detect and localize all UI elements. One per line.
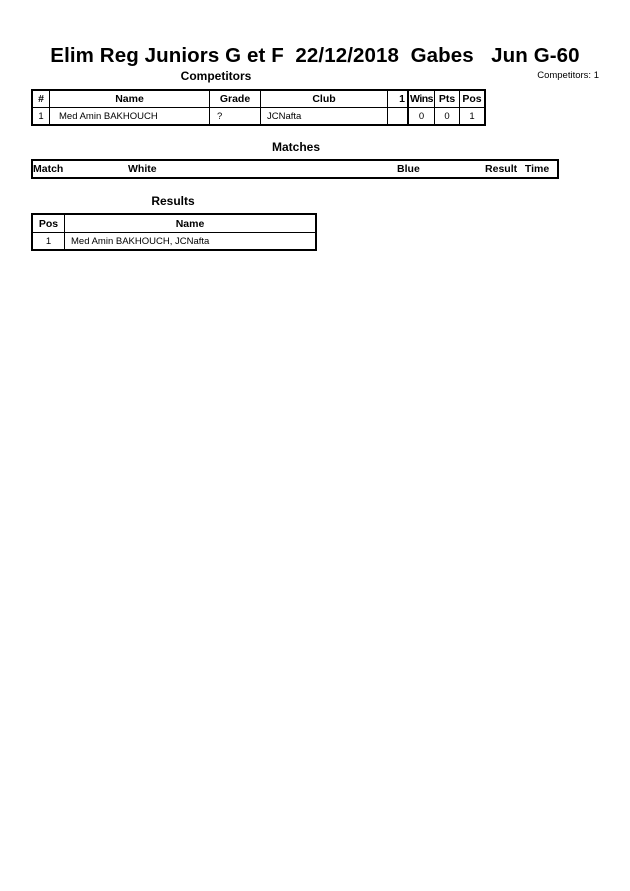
col-result-pos: Pos (32, 214, 65, 233)
col-result: Result (485, 163, 518, 175)
result-name: Med Amin BAKHOUCH, JCNafta (65, 233, 317, 251)
competitor-pos: 1 (460, 108, 486, 126)
competitor-number: 1 (38, 110, 44, 122)
col-match-1: 1 (388, 90, 409, 108)
result-pos: 1 (45, 235, 52, 247)
results-table (31, 213, 317, 251)
col-club: Club (261, 90, 388, 108)
col-match: Match (33, 163, 64, 175)
col-pts: Pts (435, 90, 460, 108)
col-time: Time (524, 163, 550, 175)
col-number: # (32, 90, 50, 108)
col-wins: Wins (408, 90, 435, 108)
table-row (32, 108, 485, 126)
competitors-table (31, 89, 486, 126)
results-header-row (32, 214, 316, 233)
matches-heading: Matches (271, 140, 321, 154)
competitor-grade: ? (210, 108, 261, 126)
page-title: Elim Reg Juniors G et F 22/12/2018 Gabes Jun G-60 (50, 44, 580, 67)
col-white: White (128, 163, 157, 175)
col-blue: Blue (397, 163, 420, 175)
col-grade: Grade (210, 90, 261, 108)
col-pos: Pos (460, 90, 486, 108)
col-result-name: Name (65, 214, 317, 233)
competitor-pts: 0 (435, 108, 460, 126)
competitors-count: Competitors: 1 (537, 70, 599, 81)
competitors-heading: Competitors (180, 69, 252, 83)
competitor-wins: 0 (408, 108, 435, 126)
competitor-match-1 (388, 108, 409, 126)
competitors-header-row (32, 90, 485, 108)
table-row (32, 233, 316, 251)
competitor-name: Med Amin BAKHOUCH (50, 108, 210, 126)
col-name: Name (50, 90, 210, 108)
matches-header-row (32, 160, 558, 178)
matches-table (31, 159, 559, 179)
competitor-club: JCNafta (261, 108, 388, 126)
results-heading: Results (151, 194, 195, 208)
